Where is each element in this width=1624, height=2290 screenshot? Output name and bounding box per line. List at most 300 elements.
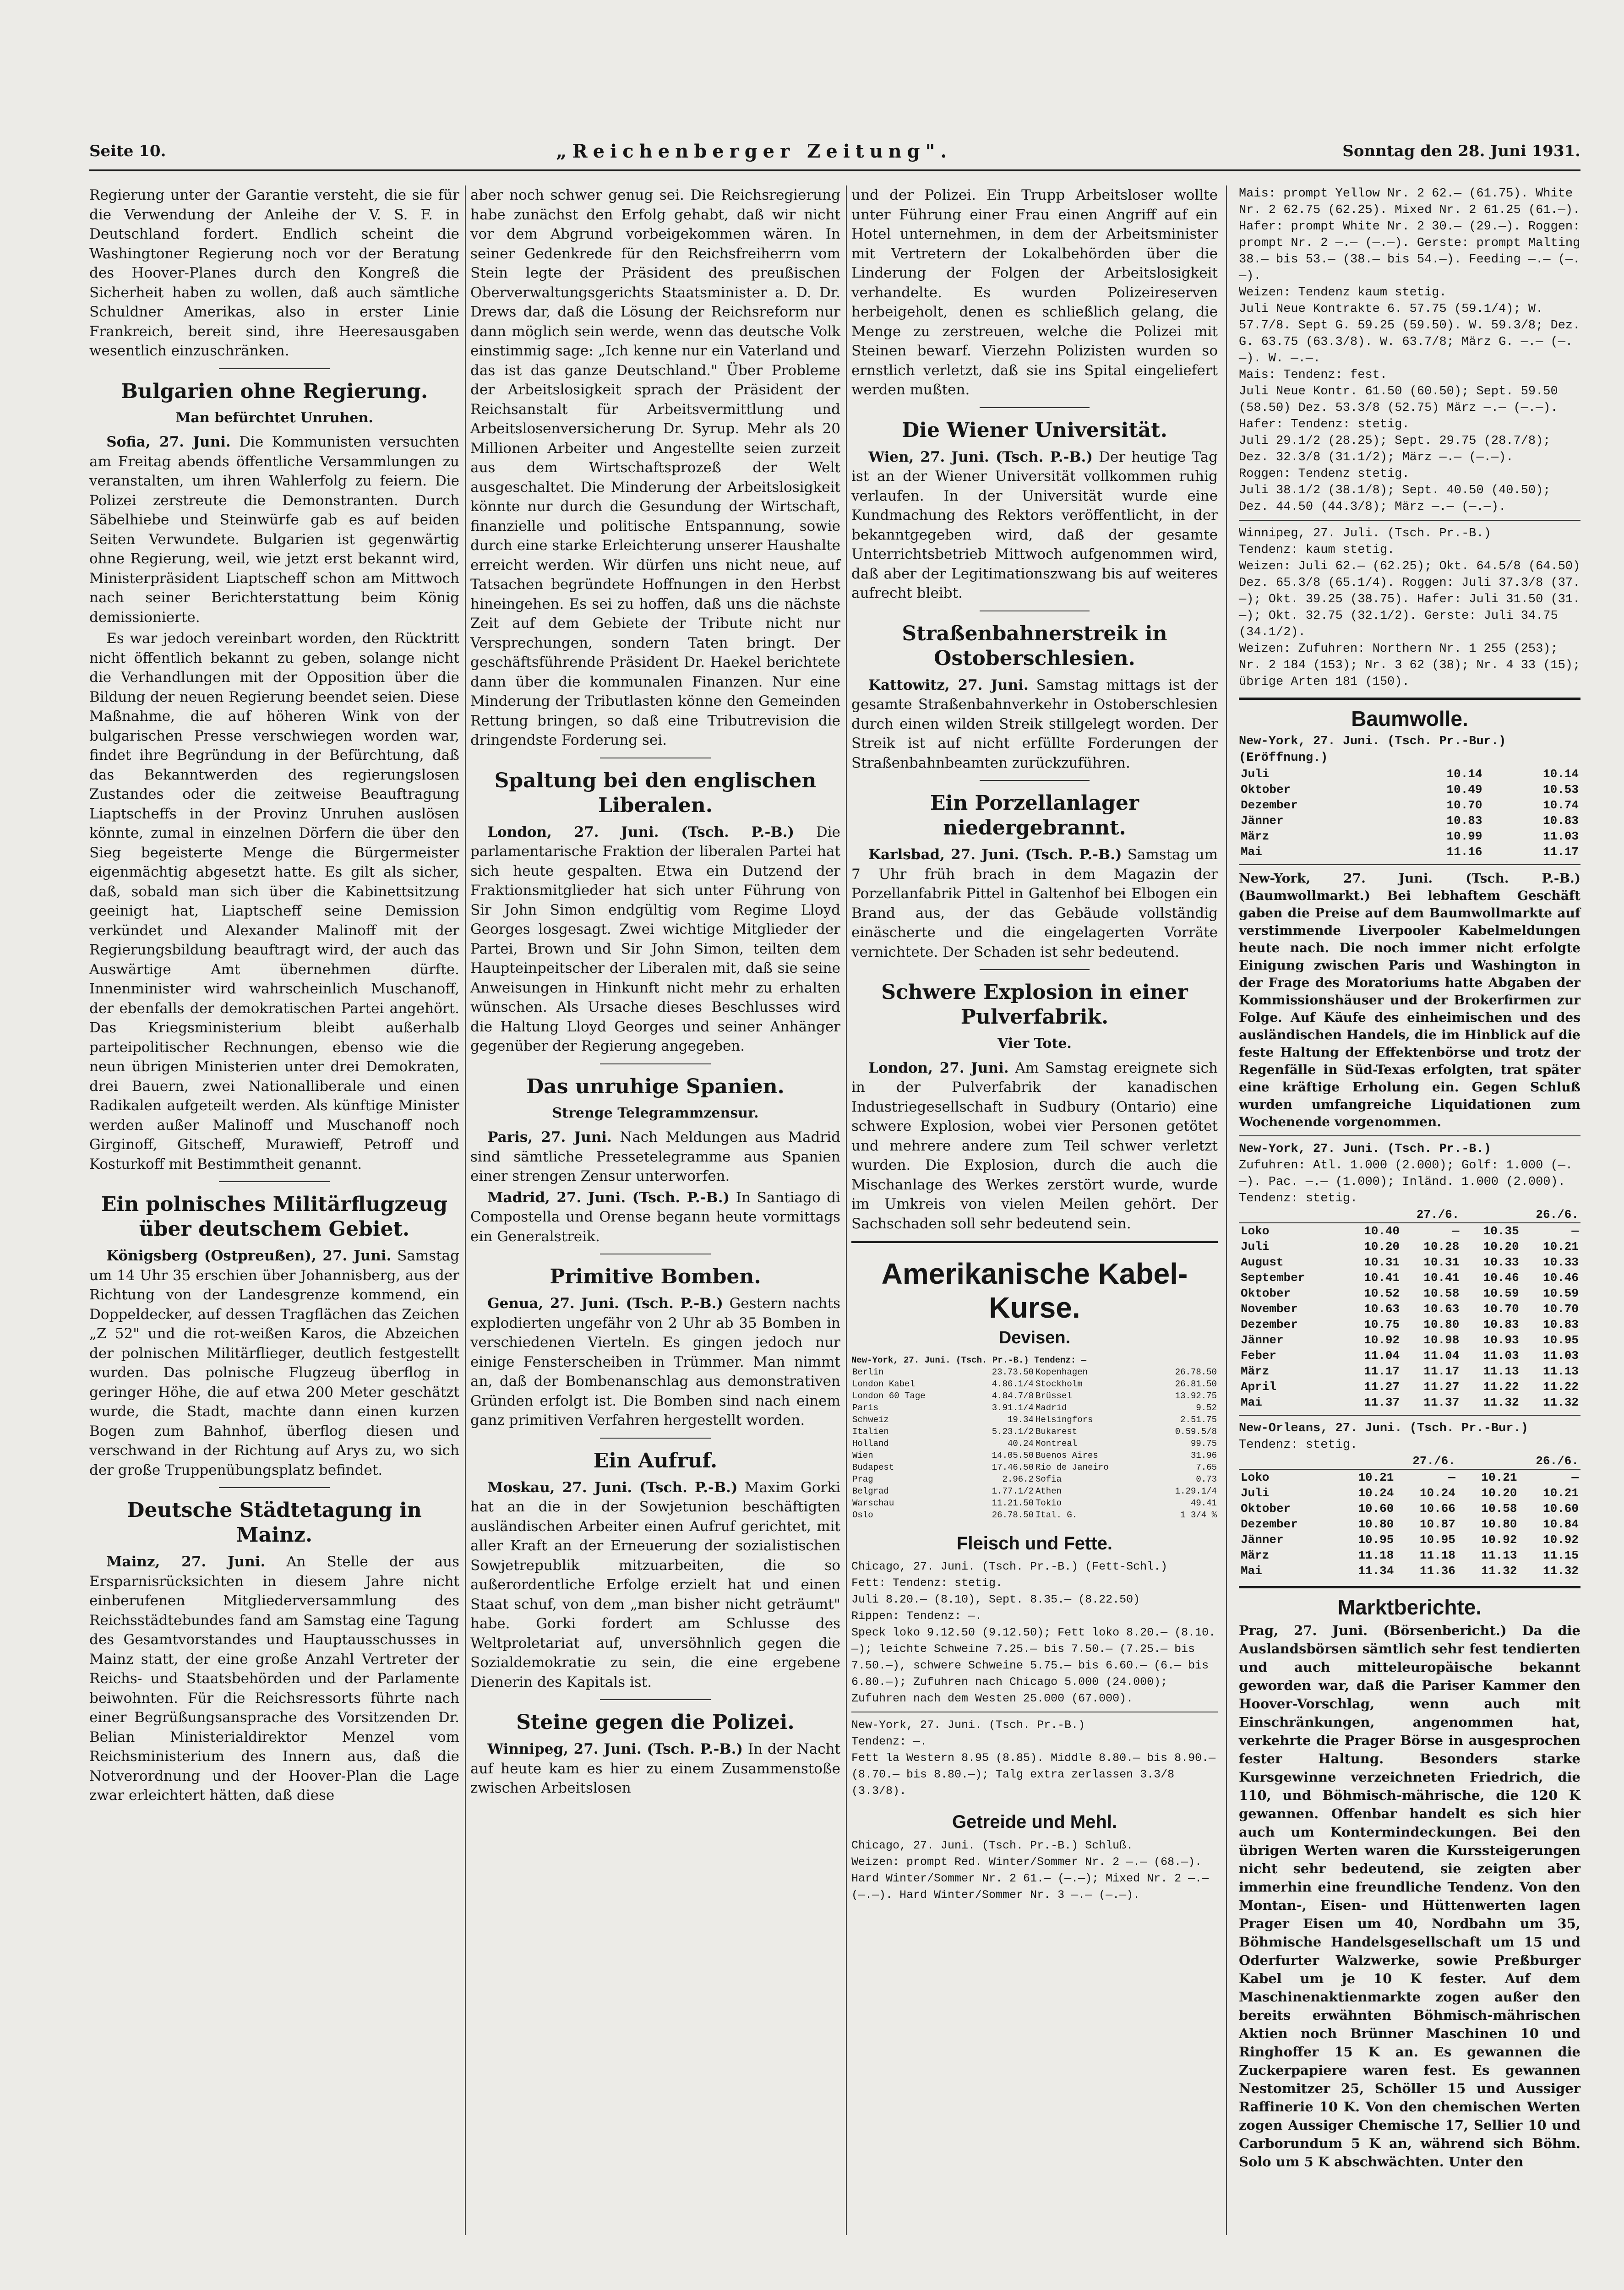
table-row [1239,1548,1580,1563]
table-row [1239,1516,1580,1532]
table-row [1239,1379,1580,1395]
separator [1239,1135,1580,1136]
column-3 [851,185,1218,2263]
quote-value: 11.18 [1358,1548,1394,1562]
headline-universitaet: Die Wiener Universität. [902,418,1167,442]
baumwolle-heading: Baumwolle. [1351,707,1468,731]
date-header: 27./6. [1342,1207,1461,1223]
table-row [851,1378,1218,1390]
quote-value: 10.40 [1364,1224,1400,1238]
separator [219,1487,330,1488]
quote-value: 10.49 [1446,782,1482,796]
quote-value: 10.46 [1483,1270,1519,1285]
table-row [1239,1485,1580,1501]
table-row [1239,1501,1580,1516]
fx-city: London Kabel [852,1379,915,1389]
quote-value: 10.74 [1542,798,1579,812]
quote-value: 10.31 [1364,1255,1400,1269]
headline-militaerflugzeug: Ein polnisches Militärflugzeug über deutschem Gebiet. [101,1193,448,1241]
quote-value: 10.21 [1542,1239,1579,1254]
separator [1239,864,1580,865]
quote-value: 11.15 [1542,1548,1579,1562]
fx-table [851,1366,1218,1521]
table-row [851,1414,1218,1426]
month-label: Dezember [1241,1517,1298,1531]
quote-value: 10.95 [1542,1333,1579,1347]
article-text: Samstag um 14 Uhr 35 erschien über Johannisberg, aus der Richtung von der Landesgrenze kommend, ein Doppeldecker, auf dessen Tragflächen das Zeichen „Z 52" und die rot-weißen Karos, die Abzeichen der polnischen Militärflieger, deutlich festgestellt wurden. Das polnische Flugzeug überflog in geringer Höhe, die auf etwa 200 Meter geschätzt wurde, die Stadt, machte dann einen kurzen Bogen zum Bahnhof, überflog diesen und verschwand in der Richtung auf Arys zu, wo sich der große Truppenübungsplatz befindet. [89,1248,459,1478]
fx-rate: 1.77.1/2 [992,1486,1034,1496]
quote-value: 10.20 [1483,1239,1519,1254]
article-text: In Santiago di Compostella und Orense begann heute vormittags ein Generalstreik. [470,1189,840,1245]
table-row [851,1366,1218,1378]
quote-value: 10.60 [1542,1501,1579,1516]
baumwolle-table [1239,766,1580,860]
newspaper-page [89,176,1580,2263]
month-label: August [1241,1255,1284,1269]
baumwolle-report: New-York, 27. Juni. (Tsch. P.-B.) (Baumwollmarkt.) Bei lebhaftem Geschäft gaben die Preise auf dem Baumwollmarkte auf verstimmende Liverpooler Kabelmeldungen heute nach. Die noch immer nicht erfolgte Einigung zwischen Paris und Washington in der Frage des Moratoriums hatte Abgaben der Kommissionshäuser und der Brokerfirmen zur Folge. Auf Käufe des einheimischen und des ausländischen Handels, die im Hinblick auf die feste Haltung der Effektenbörse und trotz der Regenfälle in Süd-Texas erfolgten, trat später eine kräftige Erholung ein. Gegen Schluß wurden umfangreiche Liquidationen zum Wochenende vorgenommen. [1239,870,1580,1129]
month-label: März [1241,1364,1270,1378]
quote-value: 11.32 [1542,1395,1579,1409]
fx-rate: 26.78.50 [992,1510,1034,1520]
fx-city: Buenos Aires [1035,1450,1098,1461]
quote-value: 10.93 [1483,1333,1519,1347]
article-text: Maxim Gorki hat an die in der Sowjetunion beschäftigten ausländischen Arbeiter einen Aufruf gerichtet, mit aller Kraft an der Erneuerung der sozialistischen Sowjetrepublik mitzuarbeiten, die so außerordentliche Erfolge erzielt hat und einen Staat schuf, von dem „man bisher nicht geträumt" habe. Gorki fordert am Schlusse des Weltproletariat auf, unversöhnlich gegen die Sozialdemokratie zu sein, die eine ergebene Dienerin des Kapitals ist. [470,1479,840,1690]
markt-report: Prag, 27. Juni. (Börsenbericht.) Da die Auslandsbörsen sämtlich sehr fest tendierten und auch mitteleuropäische bekannt geworden war, daß die Pariser Kammer den Hoover-Vorschlag, wenn auch mit Einschränkungen, angenommen hat, verkehrte die Prager Börse in ausgesprochen fester Haltung. Besonders starke Kursgewinne verzeichneten Friedrich, die 110, und Böhmisch-mährische, die 120 K gewannen. Offenbar handelt es sich hier auch um Kontermindeckungen. Bei den übrigen Werten waren die Kurssteigerungen nicht sehr bedeutend, sie zeigten aber immerhin eine freundliche Tendenz. Von den Montan-, Eisen- und Hüttenwerten lagen Prager Eisen um 40, Nordbahn um 35, Böhmische Handelsgesellschaft um 15 und Oderfurter Walzwerke, sowie Preßburger Kabel um je 10 K fester. Auf dem Maschinenaktienmarkte zogen außer den bereits erwähnten Böhmisch-mährischen Aktien noch Brünner Maschinen 10 und Ringhoffer 15 K an. Es gewannen die Zuckerpapiere waren fest. Es gewannen Nestomitzer 25, Schöller 15 und Aussiger Raffinerie 10 K. Von den chemischen Werten zogen Aussiger Chemische 17, Sellier 10 und Carborundum 5 K an, während sich Böhm. Solo um 5 K abschwächten. Unter den [1239,1623,1580,2170]
fx-rate: 99.75 [1190,1438,1217,1449]
fx-city: Holland [852,1438,889,1449]
fx-city: Budapest [852,1462,894,1472]
month-label: Oktober [1241,1501,1291,1516]
quote-value: 10.80 [1481,1517,1517,1531]
headline-bomben: Primitive Bomben. [550,1265,761,1288]
quote-value: — [1571,1224,1579,1238]
no-table [1239,1453,1580,1579]
fx-rate: 26.78.50 [1175,1367,1217,1377]
quote-value: 10.52 [1364,1286,1400,1300]
article-text: Gestern nachts explodierten ungefähr von 2 Uhr ab 35 Bomben in verschiedenen Vierteln. Es gingen jedoch nur einige Fensterscheiben in Trümmer. Man nimmt an, daß der Bombenanschlag aus demonstrativen Gründen erfolgt ist. Die Bomben sind nach einem ganz primitiven Verfahren hergestellt worden. [470,1295,840,1429]
month-label: Mai [1241,845,1262,859]
separator [600,1063,711,1064]
no-sub: Tendenz: stetig. [1239,1438,1358,1452]
getreide-text: Chicago, 27. Juni. (Tsch. Pr.-B.) Schluß. Weizen: prompt Red. Winter/Sommer Nr. 2 —.— (68.—). Hard Winter/Sommer Nr. 2 61.— (—.—); Mixed Nr. 2 —.— (—.—). Hard Winter/Sommer Nr. 3 —.— (—.—). [851,1838,1209,1902]
month-label: Juli [1241,1239,1270,1254]
quote-value: 10.70 [1483,1302,1519,1316]
dateline: Sofia, 27. Juni. [106,434,231,450]
getreide-heading: Getreide und Mehl. [952,1812,1117,1832]
quote-value: 10.14 [1542,767,1579,781]
headline-explosion: Schwere Explosion in einer Pulverfabrik. [881,981,1188,1029]
table-row [1239,1301,1580,1317]
column-divider [846,185,847,2235]
quote-value: — [1571,1470,1579,1484]
quote-value: 10.59 [1542,1286,1579,1300]
quote-value: 10.33 [1542,1255,1579,1269]
quote-value: 10.83 [1542,1317,1579,1331]
masthead: „Reichenberger Zeitung". [556,140,953,162]
quote-value: 11.37 [1423,1395,1460,1409]
grain-quotes: Mais: prompt Yellow Nr. 2 62.— (61.75). White Nr. 2 62.75 (62.25). Mixed Nr. 2 61.25 (61.—). Hafer: prompt White Nr. 2 30.— (29.—). Roggen: prompt Nr. 2 —.— (—.—). Gerste: prompt Malting 38.— bis 53.— (38.— bis 54.—). Feeding —.— (—.—). Weizen: Tendenz kaum stetig. Juli Neue Kontrakte 6. 57.75 (59.1/4); W. 57.7/8. Sept G. 59.25 (59.50). W. 59.3/8; Dez. G. 63.75 (63.3/8). W. 63.7/8; März G. —.— (—.—). W. —.—. Mais: Tendenz: fest. Juli Neue Kontr. 61.50 (60.50); Sept. 59.50 (58.50) Dez. 53.3/8 (52.75) März —.— (—.—). Hafer: Tendenz: stetig. Juli 29.1/2 (28.25); Sept. 29.75 (28.7/8); Dez. 32.3/8 (31.1/2); März —.— (—.—). Roggen: Tendenz stetig. Juli 38.1/2 (38.1/8); Sept. 40.50 (40.50); Dez. 44.50 (44.3/8); März —.— (—.—). [1239,187,1580,514]
fx-city: Schweiz [852,1414,889,1425]
fx-rate: 2.96.2 [1002,1474,1034,1484]
fx-city: Italien [852,1426,889,1437]
column-1 [89,185,459,2263]
article-text: Am Samstag ereignete sich in der Pulverfabrik der kanadischen Industriegesellschaft in Sudbury (Ontario) eine schwere Explosion, wobei vier Personen getötet und mehrere andere zum Teil schwer verletzt wurden. Die Explosion, durch die auch die Mischanlage des Werkes zerstört wurde, wurde im Umkreis von vielen Meilen gehört. Der Sachschaden soll sehr bedeutend sein. [851,1059,1218,1232]
fx-city: Oslo [852,1510,873,1520]
separator [980,969,1090,970]
fx-rate: 5.23.1/2 [992,1426,1034,1437]
separator [980,407,1090,408]
quote-value: 10.84 [1542,1517,1579,1531]
quote-value: 10.21 [1358,1470,1394,1484]
table-row [1239,1270,1580,1286]
quote-value: 10.21 [1542,1486,1579,1500]
fx-city: Madrid [1035,1402,1067,1413]
dateline: Königsberg (Ostpreußen), 27. Juni. [106,1248,392,1264]
ny2-table [1239,1207,1580,1410]
dateline: Madrid, 27. Juni. (Tsch. P.-B.) [487,1189,730,1206]
box-rule [851,1241,1218,1243]
quote-value: 11.03 [1542,1348,1579,1363]
fx-city: Berlin [852,1367,884,1377]
quote-value: 10.63 [1423,1302,1460,1316]
table-row [851,1426,1218,1438]
date-header: 27./6. [1334,1453,1457,1469]
column-4 [1239,185,1580,2263]
table-row [1239,782,1580,797]
fx-city: Belgrad [852,1486,889,1496]
fx-city: Montreal [1035,1438,1078,1449]
table-row [851,1402,1218,1414]
dateline: Moskau, 27. Juni. (Tsch. P.-B.) [487,1479,738,1496]
fx-rate: 40.24 [1007,1438,1034,1449]
dateline: Mainz, 27. Juni. [106,1554,266,1570]
article-text: Es war jedoch vereinbart worden, den Rücktritt nicht öffentlich bekannt zu geben, solange nicht die Verhandlungen mit der Opposition über die Bildung der neuen Regierung beendet seien. Diese Maßnahme, die auf höheren Wink von der bulgarischen Presse verschwiegen worden war, findet ihre Begründung in der Befürchtung, daß das Bekanntwerden des regierungslosen Zustandes oder die zeitweise Beauftragung Liaptscheffs in der Provinz Unruhen auslösen könnte, zumal in einzelnen Dörfern die über den Sieg begeisterte Menge die Bürgermeister eigenmächtig abgesetzt hatte. Es gilt als sicher, daß, sobald man sich über die Kabinettsitzung geeinigt hat, Liaptscheff seine Demission verkündet und Alexander Malinoff mit der Regierungsbildung beauftragt wird, der auch das Auswärtige Amt übernehmen dürfte. Innenminister wird wahrscheinlich Muschanoff, der ebenfalls der demokratischen Partei angehört. Das Kriegsministerium bleibt außerhalb parteipolitischer Rechnungen, ebenso wie die neun übrigen Ministerien unter drei Demokraten, drei Bauern, zwei Nationalliberale und einen Radikalen aufgeteilt werden. Als künftige Minister werden außer Malinoff und Muschanoff noch Girginoff, Gitscheff, Murawieff, Petroff und Kosturkoff mit Bestimmtheit genannt. [89,630,459,1172]
quote-value: 10.98 [1423,1333,1460,1347]
table-row [851,1461,1218,1473]
quote-value: 10.75 [1364,1317,1400,1331]
fx-rate: 1 3/4 % [1180,1510,1217,1520]
quote-value: 10.58 [1481,1501,1517,1516]
quote-value: 10.31 [1423,1255,1460,1269]
table-row [851,1509,1218,1521]
fx-rate: 9.52 [1196,1402,1217,1413]
headline-aufruf: Ein Aufruf. [593,1449,718,1472]
headline-polizei: Steine gegen die Polizei. [516,1711,795,1734]
headline-strassenbahn: Straßenbahnerstreik in Ostoberschlesien. [902,622,1167,670]
dateline: London, 27. Juni. (Tsch. P.-B.) [487,823,795,840]
separator [1239,1415,1580,1416]
page-header [89,137,1580,165]
quote-value: — [1452,1224,1460,1238]
article-text: Die Kommunisten versuchten am Freitag abends öffentliche Versammlungen zu veranstalten, um ihren Wahlerfolg zu feiern. Die Polizei zerstreute die Demonstranten. Durch Säbelhiebe und Steinwürfe gab es auf beiden Seiten Verwundete. Bulgarien ist gegenwärtig ohne Regierung, weil, wie jetzt erst bekannt wird, Ministerpräsident Liaptscheff schon am Mittwoch nach seiner Berichterstattung beim König demissionierte. [89,434,460,626]
fx-city: Tokio [1035,1498,1062,1508]
date-header: 26./6. [1461,1207,1580,1223]
fx-city: Rio de Janeiro [1035,1462,1109,1472]
quote-value: 11.18 [1419,1548,1455,1562]
fleisch-heading: Fleisch und Fette. [956,1533,1113,1554]
fx-city: Kopenhagen [1035,1367,1088,1377]
table-row [1239,1223,1580,1239]
quote-value: 11.32 [1481,1564,1517,1578]
markt-heading: Marktberichte. [1337,1595,1482,1619]
dateline: Karlsbad, 27. Juni. (Tsch. P.-B.) [868,846,1122,863]
month-label: Juli [1241,767,1270,781]
table-row [1239,1532,1580,1548]
headline-porzellanlager: Ein Porzellanlager niedergebrannt. [930,791,1139,840]
fx-table-header: New-York, 27. Juni. (Tsch. Pr.-B.) Tendenz: — [851,1355,1087,1365]
table-row [1239,813,1580,829]
separator [980,780,1090,781]
quote-value: 10.33 [1483,1255,1519,1269]
quote-value: 10.99 [1446,829,1482,843]
fx-city: Stockholm [1035,1379,1083,1389]
fx-city: London 60 Tage [852,1390,926,1401]
continued-text: aber noch schwer genug sei. Die Reichsregierung habe zunächst den Erfolg gehabt, daß wir nicht vor dem Abgrund vorbeigekommen wären. In seiner Gedenkrede für den Reichsfreiherrn vom Stein legte der Präsident des preußischen Oberverwaltungsgerichts Staatsminister a. D. Dr. Drews dar, daß die Lösung der Reichsreform nur dann möglich sein werde, wenn das deutsche Volk einstimmig sage: „Ich kenne nur ein Vaterland und das ist das ganze Deutschland." Über Probleme der Arbeitslosigkeit sprach der Präsident der Reichsanstalt für Arbeitsvermittlung und Arbeitslosenversicherung Dr. Syrup. Mehr als 20 Millionen Arbeiter und Angestellte seien zurzeit aus dem Wirtschaftsprozeß der Welt ausgeschaltet. Die Minderung der Arbeitslosigkeit könnte nur durch die Gesundung der Wirtschaft, finanzielle und politische Entspannung, sowie durch eine starke Erleichterung unserer Haushalte erreicht werden. Wir dürfen uns nicht neue, auf Tatsachen begründete Hoffnungen in den Herbst hineingehen. Es sei zu hoffen, daß uns die nächste Zeit auf dem Gebiete der Tribute nicht nur Versprechungen, sondern Taten bringt. Der geschäftsführende Präsident Dr. Haekel berichtete dann über die kommunalen Finanzen. Nur eine Minderung der Tributlasten könne den Gemeinden Rettung bringen, so daß eine Tributrevision die dringendste Forderung sei. [470,187,840,748]
quote-value: 11.27 [1364,1379,1400,1394]
column-divider [1226,185,1227,2235]
fx-rate: 7.65 [1196,1462,1217,1472]
quote-value: 10.83 [1542,813,1579,828]
quote-value: 11.36 [1419,1564,1455,1578]
fx-city: Brüssel [1035,1390,1072,1401]
headline-spanien: Das unruhige Spanien. [526,1074,785,1098]
fx-rate: 19.34 [1007,1414,1034,1425]
month-label: Dezember [1241,798,1298,812]
article-text: In der Nacht auf heute kam es hier zu einem Zusammenstoße zwischen Arbeitslosen [470,1741,841,1796]
fx-rate: 3.91.1/4 [992,1402,1034,1413]
month-label: April [1241,1379,1277,1394]
fx-city: Warschau [852,1498,894,1508]
quote-value: 11.03 [1542,829,1579,843]
table-row [851,1497,1218,1509]
quote-value: 11.03 [1483,1348,1519,1363]
table-row [851,1485,1218,1497]
month-label: März [1241,1548,1270,1562]
quote-value: 11.22 [1542,1379,1579,1394]
dateline: Paris, 27. Juni. [487,1129,612,1145]
dateline: Wien, 27. Juni. (Tsch. P.-B.) [868,448,1093,465]
table-row [851,1390,1218,1402]
quote-value: 11.17 [1542,845,1579,859]
separator [1239,1586,1580,1588]
quote-value: 10.53 [1542,782,1579,796]
dateline: London, 27. Juni. [868,1059,1009,1076]
fx-rate: 17.46.50 [992,1462,1034,1472]
quote-value: 10.58 [1423,1286,1460,1300]
quote-value: 10.46 [1542,1270,1579,1285]
month-label: September [1241,1270,1305,1285]
month-label: Loko [1241,1224,1270,1238]
fx-city: Bukarest [1035,1426,1078,1437]
article-text: Der heutige Tag ist an der Wiener Universität vollkommen ruhig verlaufen. In der Universität wurde eine Kundmachung des Rektors veröffentlicht, in der bekanntgegeben wird, daß der gesamte Unterrichtsbetrieb Mittwoch aufgenommen wird, daß aber der Legitimationszwang bis auf weiteres aufrecht bleibt. [851,448,1218,601]
fx-rate: 31.96 [1190,1450,1217,1461]
table-row [1239,1332,1580,1348]
subheadline: Vier Tote. [997,1036,1072,1052]
separator [600,1699,711,1700]
quote-value: 11.13 [1481,1548,1517,1562]
winnipeg-quotes: Winnipeg, 27. Juli. (Tsch. Pr.-B.) Tendenz: kaum stetig. Weizen: Juli 62.— (62.25); Okt. 64.5/8 (64.50) Dez. 65.3/8 (65.1/4). Roggen: Juli 37.3/8 (37.—); Okt. 39.25 (38.75). Hafer: Juli 31.50 (31.—); Okt. 32.75 (32.1/2). Gerste: Juli 34.75 (34.1/2). Weizen: Zufuhren: Northern Nr. 1 255 (253); Nr. 2 184 (153); Nr. 3 62 (38); Nr. 4 33 (15); übrige Arten 181 (150). [1239,527,1580,689]
month-label: Dezember [1241,1317,1298,1331]
quote-value: 10.63 [1364,1302,1400,1316]
separator [219,1181,330,1182]
month-label: Feber [1241,1348,1277,1363]
fx-city: Ital. G. [1035,1510,1078,1520]
table-row [1239,1239,1580,1254]
continued-text: Regierung unter der Garantie versteht, die sie für die Verwendung der Anleihe der V. S. F. in Deutschland fordert. Endlich scheint die Washingtoner Regierung noch vor der Beratung des Hoover-Planes durch den Kongreß die Sicherheit haben zu wollen, daß auch sämtliche Schuldner Amerikas, also in erster Linie Frankreich, bereit sind, ihre Heeresausgaben wesentlich einzuschränken. [89,187,459,359]
page-number: Seite 10. [89,142,166,160]
separator [1239,520,1580,521]
article-text: Die parlamentarische Fraktion der liberalen Partei hat sich heute gespalten. Etwa ein Dutzend der Fraktionsmitglieder hat sich unter Führung von Sir John Simon endgültig vom Regime Lloyd Georges losgesagt. Zwei wichtige Mitglieder der Partei, Brown und Sir John Simon, teilten dem Haupteinpeitscher der Liberalen mit, daß sie seine Anweisungen in Hinkunft nicht mehr zu erhalten wünschen. Als Ursache dieses Beschlusses wird die Haltung Lloyd Georges und seiner Anhänger gegenüber der Regierung angegeben. [470,823,840,1054]
box-title-kabelkurse: Amerikanische Kabel-Kurse. [881,1257,1188,1324]
separator [219,368,330,369]
quote-value: 11.17 [1423,1364,1460,1378]
article-text: An Stelle der aus Ersparnisrücksichten in diesem Jahre nicht einberufenen Mitgliederversammlung des Reichsstädtebundes fand am Samstag eine Tagung des Gesamtvorstandes und Hauptausschusses in Mainz statt, der eine große Anzahl Vertreter der Reichs- und Staatsbehörden und der Parlamente beiwohnten. Für die Reichsressorts führte nach einer Begrüßungsansprache des Vorsitzenden Dr. Belian Ministerialdirektor Menzel vom Reichsministerium des Innern aus, daß die Notverordnung und der Hoover-Plan die Lage zwar erleichtert hätten, daß diese [89,1554,459,1804]
quote-value: 10.59 [1483,1286,1519,1300]
month-label: Oktober [1241,1286,1291,1300]
quote-value: 10.92 [1481,1532,1517,1547]
fx-rate: 23.73.50 [992,1367,1034,1377]
header-cell [1239,1453,1334,1469]
fx-rate: 1.29.1/4 [1175,1486,1217,1496]
quote-value: 10.60 [1358,1501,1394,1516]
issue-date: Sonntag den 28. Juni 1931. [1342,142,1580,160]
fx-city: Wien [852,1450,873,1461]
quote-value: 11.16 [1446,845,1482,859]
quote-value: 10.70 [1446,798,1482,812]
fx-rate: 4.86.1/4 [992,1379,1034,1389]
quote-value: 10.80 [1358,1517,1394,1531]
table-row [1239,766,1580,782]
quote-value: 11.34 [1358,1564,1394,1578]
table-row [1239,1395,1580,1410]
quote-value: 10.20 [1481,1486,1517,1500]
fx-city: Athen [1035,1486,1062,1496]
header-cell [1239,1207,1342,1223]
month-label: März [1241,829,1270,843]
fx-city: Helsingfors [1035,1414,1093,1425]
fleisch-text: Chicago, 27. Juni. (Tsch. Pr.-B.) (Fett-Schl.) Fett: Tendenz: stetig. Juli 8.20.— (8.10), Sept. 8.35.— (8.22.50) Rippen: Tendenz: —. Speck loko 9.12.50 (9.12.50); Fett loko 8.20.— (8.10.—); leichte Schweine 7.25.— bis 7.50.— (7.25.— bis 7.50.—), schwere Schweine 5.75.— bis 6.60.— (6.— bis 6.80.—); Zufuhren nach Chicago 5.000 (24.000); Zufuhren nach dem Westen 25.000 (67.000). [851,1560,1216,1705]
table-row [851,1473,1218,1485]
quote-value: 10.80 [1423,1317,1460,1331]
quote-value: 10.24 [1358,1486,1394,1500]
fx-rate: 0.59.5/8 [1175,1426,1217,1437]
table-row [1239,1563,1580,1579]
fx-city: Prag [852,1474,873,1484]
fx-city: Paris [852,1402,879,1413]
date-header: 26./6. [1457,1453,1580,1469]
month-label: Jänner [1241,1333,1284,1347]
table-header-row [1239,1207,1580,1223]
quote-value: 11.27 [1423,1379,1460,1394]
quote-value: 10.14 [1446,767,1482,781]
quote-value: 10.83 [1446,813,1482,828]
table-row [1239,1254,1580,1270]
devisen-heading: Devisen. [998,1328,1071,1347]
column-divider [465,185,466,2235]
table-row [851,1450,1218,1461]
quote-value: 11.13 [1483,1364,1519,1378]
table-header-row [1239,1453,1580,1469]
fx-city: Sofia [1035,1474,1062,1484]
quote-value: 10.95 [1419,1532,1455,1547]
column-2 [470,185,840,2263]
headline-staedtetagung: Deutsche Städtetagung in Mainz. [127,1499,422,1547]
month-label: Mai [1241,1564,1262,1578]
subheadline: Strenge Telegrammzensur. [552,1105,759,1121]
quote-value: 10.24 [1419,1486,1455,1500]
quote-value: 10.70 [1542,1302,1579,1316]
quote-value: 10.87 [1419,1517,1455,1531]
dateline: Genua, 27. Juni. (Tsch. P.-B.) [487,1295,723,1312]
dateline: Winnipeg, 27. Juni. (Tsch. P.-B.) [487,1741,743,1757]
fx-rate: 11.21.50 [992,1498,1034,1508]
quote-value: 11.04 [1423,1348,1460,1363]
table-row [851,1438,1218,1450]
fx-rate: 26.81.50 [1175,1379,1217,1389]
month-label: November [1241,1302,1298,1316]
headline-bulgarien: Bulgarien ohne Regierung. [120,379,428,403]
article-text: Nach Meldungen aus Madrid sind sämtliche Pressetelegramme aus Spanien einer strengen Zensur unterworfen. [470,1129,840,1184]
ny2-sub: Zufuhren: Atl. 1.000 (2.000); Golf: 1.000 (—.—). Pac. —.— (1.000); Inländ. 1.000 (2.000). Tendenz: stetig. [1239,1158,1573,1205]
month-label: Jänner [1241,1532,1284,1547]
month-label: Loko [1241,1470,1270,1484]
quote-value: 10.41 [1364,1270,1400,1285]
quote-value: 10.83 [1483,1317,1519,1331]
table-row [1239,797,1580,813]
month-label: Oktober [1241,782,1291,796]
ny2-head: New-York, 27. Juni. (Tsch. Pr.-B.) [1239,1142,1491,1156]
table-row [1239,1469,1580,1485]
table-row [1239,844,1580,860]
separator [1239,698,1580,700]
quote-value: 10.28 [1423,1239,1460,1254]
fx-rate: 2.51.75 [1180,1414,1217,1425]
table-row [1239,1363,1580,1379]
header-rule [89,169,1580,171]
quote-value: 10.20 [1364,1239,1400,1254]
quote-value: 10.35 [1483,1224,1519,1238]
quote-value: 10.66 [1419,1501,1455,1516]
no-head: New-Orleans, 27. Juni. (Tsch. Pr.-Bur.) [1239,1421,1528,1435]
table-row [1239,829,1580,844]
fx-rate: 0.73 [1196,1474,1217,1484]
headline-liberalen: Spaltung bei den englischen Liberalen. [494,769,817,817]
month-label: Jänner [1241,813,1284,828]
fx-rate: 14.05.50 [992,1450,1034,1461]
month-label: Juli [1241,1486,1270,1500]
dateline: Kattowitz, 27. Juni. [868,676,1029,693]
article-text: Samstag um 7 Uhr früh brach in dem Magazin der Porzellanfabrik Pittel in Galtenhof bei Elbogen ein Brand aus, der das Gebäude vollständig einäscherte und die eingelagerten Vorräte vernichtete. Der Schaden ist sehr bedeutend. [851,846,1218,960]
quote-value: 11.13 [1542,1364,1579,1378]
table-row [1239,1317,1580,1332]
quote-value: 10.92 [1542,1532,1579,1547]
fx-rate: 13.92.75 [1175,1390,1217,1401]
separator [600,1438,711,1439]
quote-value: 11.32 [1542,1564,1579,1578]
subheadline: Man befürchtet Unruhen. [175,409,373,426]
month-label: Mai [1241,1395,1262,1409]
article-text: Samstag mittags ist der gesamte Straßenbahnverkehr in Ostoberschlesien durch einen wilden Streik stillgelegt worden. Der Streik ist auf nicht erfüllte Forderungen der Straßenbahnbeamten zurückzuführen. [851,676,1218,771]
baumwolle-ny-head: New-York, 27. Juni. (Tsch. Pr.-Bur.) (Eröffnung.) [1239,734,1514,765]
quote-value: — [1448,1470,1455,1484]
quote-value: 11.22 [1483,1379,1519,1394]
quote-value: 10.41 [1423,1270,1460,1285]
quote-value: 10.21 [1481,1470,1517,1484]
quote-value: 11.37 [1364,1395,1400,1409]
quote-value: 11.04 [1364,1348,1400,1363]
quote-value: 11.32 [1483,1395,1519,1409]
fx-rate: 49.41 [1190,1498,1217,1508]
